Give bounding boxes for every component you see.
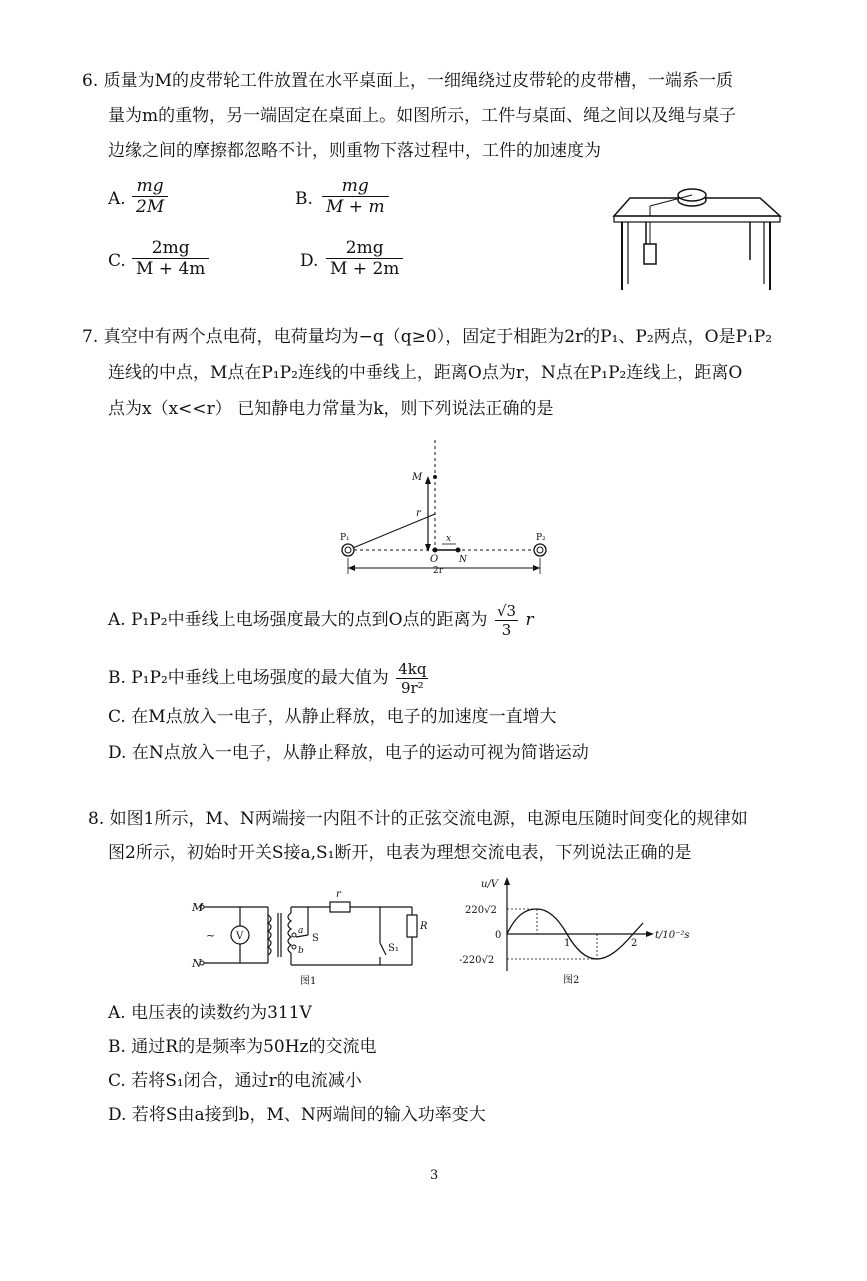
q8-fig2-ybottom: -220√2 (459, 955, 495, 966)
q8-option-a: A. 电压表的读数约为311V (108, 1003, 312, 1023)
q8-fig1-source: ~ (206, 929, 216, 942)
q7-label-x: x (446, 534, 452, 544)
q8-fig1-caption: 图1 (300, 976, 317, 987)
q8-fig2-x1: 1 (564, 938, 571, 949)
q6-line1: 6. 质量为M的皮带轮工件放置在水平桌面上，一细绳绕过皮带轮的皮带槽，一端系一质 (82, 71, 734, 91)
q8-fig1-s1: S₁ (388, 943, 399, 954)
q7-line3: 点为x（x<<r） 已知静电力常量为k，则下列说法正确的是 (108, 399, 554, 419)
q7-number: 7. (82, 327, 99, 347)
q7-option-a: A. P₁P₂中垂线上电场强度最大的点到O点的距离为 $\frac{√3}{3}$ r (108, 602, 534, 639)
q7-charges-figure (330, 440, 570, 590)
q8-fig1-r: r (336, 889, 341, 900)
q6-table-figure (610, 180, 790, 300)
q7-label-m: M (412, 472, 423, 483)
q8-fig2-ytop: 220√2 (465, 905, 497, 916)
q6-option-d-letter: D. (300, 251, 319, 271)
q6-option-c-letter: C. (108, 251, 126, 271)
q7-option-d: D. 在N点放入一电子，从静止释放，电子的运动可视为简谐运动 (108, 743, 589, 763)
q8-fig1-a: a (298, 926, 304, 936)
q6-line3: 边缘之间的摩擦都忽略不计，则重物下落过程中，工件的加速度为 (108, 141, 601, 161)
q8-fig2-zero: 0 (495, 930, 502, 941)
q8-line1: 8. 如图1所示，M、N两端接一内阻不计的正弦交流电源，电源电压随时间变化的规律如 (88, 809, 748, 829)
q8-fig1-b: b (298, 946, 304, 956)
q8-voltage-graph (455, 875, 700, 990)
q7-option-b-fraction: $\frac{4kq}{\text{9r²}}$ (398, 660, 427, 697)
q6-option-a-letter: A. (108, 189, 126, 209)
q6-number: 6. (82, 71, 99, 91)
q8-fig1-m: M (192, 901, 204, 914)
q6-option-a-fraction: $\frac{mg}{2M}$ (132, 176, 168, 217)
q6-option-d-fraction: $\frac{2mg}{M + 2m}$ (326, 238, 403, 279)
q7-label-p2: P₂ (536, 533, 546, 543)
q7-option-c: C. 在M点放入一电子，从静止释放，电子的加速度一直增大 (108, 707, 557, 727)
q7-label-o: O (430, 554, 439, 565)
q8-fig1-n: N (192, 957, 202, 970)
page-number: 3 (430, 1168, 439, 1183)
q6-option-b-letter: B. (295, 189, 313, 209)
q8-option-d: D. 若将S由a接到b，M、N两端间的输入功率变大 (108, 1105, 486, 1125)
q7-line2: 连线的中点，M点在P₁P₂连线的中垂线上，距离O点为r，N点在P₁P₂连线上，距离O (108, 363, 743, 383)
q8-line2: 图2所示，初始时开关S接a,S₁断开，电表为理想交流电表，下列说法正确的是 (108, 843, 692, 863)
q6-option-c-fraction: $\frac{2mg}{M + 4m}$ (132, 238, 209, 279)
q7-option-b: B. P₁P₂中垂线上电场强度的最大值为 $\frac{4kq}{\text{9r²}}$ (108, 660, 427, 697)
q8-fig2-ylabel: u/V (481, 879, 499, 890)
q7-option-a-fraction: $\frac{√3}{3}$ (496, 602, 517, 639)
q8-fig2-xlabel: t/10⁻²s (655, 930, 690, 941)
q8-fig1-voltmeter: V (236, 931, 244, 942)
q7-line1: 7. 真空中有两个点电荷，电荷量均为−q（q≥0），固定于相距为2r的P₁、P₂两点，O是P₁P₂ (82, 327, 773, 347)
q8-option-b: B. 通过R的是频率为50Hz的交流电 (108, 1037, 377, 1057)
q8-fig1-s: S (312, 933, 319, 944)
q8-fig1-big-r: R (420, 921, 428, 932)
q7-label-2r: 2r (433, 566, 444, 576)
q6-line2: 量为m的重物，另一端固定在桌面上。如图所示，工件与桌面、绳之间以及绳与桌子 (108, 106, 737, 126)
q8-option-c: C. 若将S₁闭合，通过r的电流减小 (108, 1071, 362, 1091)
q7-label-n: N (459, 555, 467, 565)
q8-circuit-figure (190, 885, 435, 990)
q8-fig2-caption: 图2 (563, 975, 580, 986)
q7-label-r: r (416, 508, 421, 519)
q8-number: 8. (88, 809, 105, 829)
q6-option-b-fraction: $\frac{mg}{M + m}$ (322, 176, 389, 217)
q8-fig2-x2: 2 (631, 938, 638, 949)
q7-label-p1: P₁ (340, 533, 350, 543)
